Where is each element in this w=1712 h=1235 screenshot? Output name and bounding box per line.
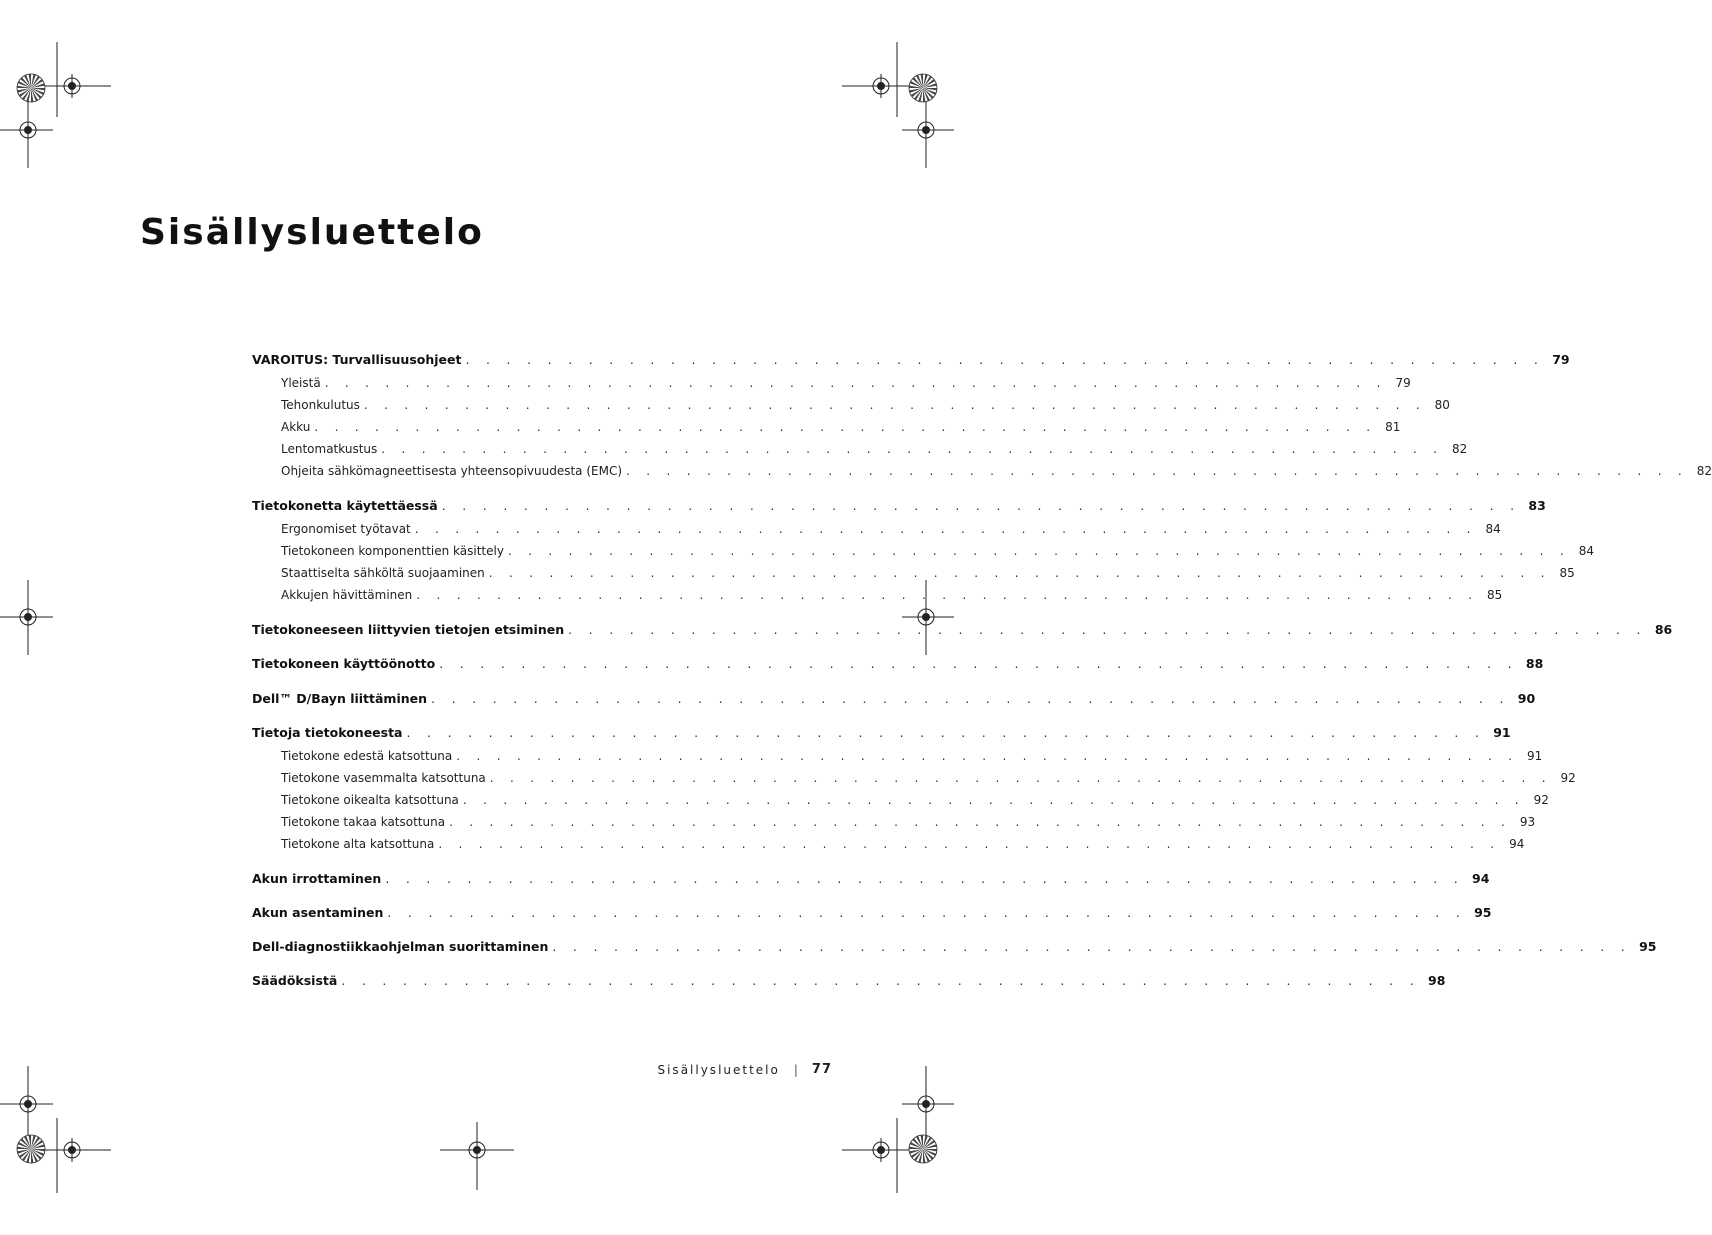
toc-entry[interactable] — [252, 871, 1490, 893]
toc-leader-dots: . . . . . . . . . . . . . . . . . . . . . . . . . . . . . . . . . . . . . . . . . . . . . . . . . . . . . — [431, 691, 1510, 706]
toc-subentry[interactable] — [252, 815, 1536, 837]
toc-entry-page: 90 — [1517, 691, 1536, 706]
registration-target-icon — [842, 42, 918, 117]
toc-entry[interactable] — [252, 498, 1546, 520]
toc-entry[interactable] — [252, 725, 1511, 747]
toc-subentry[interactable] — [252, 398, 1450, 420]
toc-entry-page: 82 — [1452, 442, 1468, 456]
toc-entry-label: Tietokone vasemmalta katsottuna — [281, 771, 486, 785]
toc-subentry[interactable] — [252, 544, 1594, 566]
toc-leader-dots: . . . . . . . . . . . . . . . . . . . . . . . . . . . . . . . . . . . . . . . . . . . . . . . . . . . . . — [414, 522, 1477, 536]
toc-entry-page: 94 — [1472, 871, 1490, 886]
toc-entry-page: 83 — [1528, 498, 1546, 513]
toc-entry-label: Akku — [281, 420, 311, 434]
toc-leader-dots: . . . . . . . . . . . . . . . . . . . . . . . . . . . . . . . . . . . . . . . . . . . . . . . . . . . . . — [387, 905, 1467, 920]
toc-subentry[interactable] — [252, 749, 1543, 771]
toc-entry[interactable] — [252, 939, 1657, 961]
toc-subentry[interactable] — [252, 588, 1503, 610]
toc-entry-label: Tietokone oikealta katsottuna — [281, 793, 459, 807]
toc-entry-label: Ohjeita sähkömagneettisesta yhteensopivuudesta (EMC) — [281, 464, 623, 478]
toc-entry-page: 85 — [1487, 588, 1503, 602]
toc-leader-dots: . . . . . . . . . . . . . . . . . . . . . . . . . . . . . . . . . . . . . . . . . . . . . . . . . . . . . — [462, 793, 1525, 807]
toc-entry-label: VAROITUS: Turvallisuusohjeet — [252, 352, 462, 367]
toc-entry-label: Säädöksistä — [252, 973, 338, 988]
toc-entry-page: 82 — [1696, 464, 1712, 478]
toc-leader-dots: . . . . . . . . . . . . . . . . . . . . . . . . . . . . . . . . . . . . . . . . . . . . . . . . . . . . . — [507, 544, 1570, 558]
toc-leader-dots: . . . . . . . . . . . . . . . . . . . . . . . . . . . . . . . . . . . . . . . . . . . . . . . . . . . . . — [324, 376, 1387, 390]
registration-target-icon — [902, 92, 954, 168]
toc-leader-dots: . . . . . . . . . . . . . . . . . . . . . . . . . . . . . . . . . . . . . . . . . . . . . . . . . . . . . — [552, 939, 1632, 954]
registration-target-icon — [0, 92, 53, 168]
toc-leader-dots: . . . . . . . . . . . . . . . . . . . . . . . . . . . . . . . . . . . . . . . . . . . . . . . . . . . . . — [439, 656, 1518, 671]
running-title: Sisällysluettelo — [657, 1062, 780, 1077]
toc-entry[interactable] — [252, 352, 1570, 374]
toc-leader-dots: . . . . . . . . . . . . . . . . . . . . . . . . . . . . . . . . . . . . . . . . . . . . . . . . . . . . . — [381, 442, 1444, 456]
toc-leader-dots: . . . . . . . . . . . . . . . . . . . . . . . . . . . . . . . . . . . . . . . . . . . . . . . . . . . . . — [449, 815, 1512, 829]
toc-entry-label: Dell™ D/Bayn liittäminen — [252, 691, 428, 706]
toc-entry-label: Yleistä — [281, 376, 321, 390]
toc-leader-dots: . . . . . . . . . . . . . . . . . . . . . . . . . . . . . . . . . . . . . . . . . . . . . . . . . . . . . — [456, 749, 1519, 763]
toc-entry-page: 79 — [1395, 376, 1411, 390]
toc-entry-page: 95 — [1474, 905, 1492, 920]
toc-subentry[interactable] — [252, 837, 1525, 859]
toc-entry-label: Tietokoneen käyttöönotto — [252, 656, 436, 671]
star-target-icon — [17, 1135, 45, 1163]
toc-subentry[interactable] — [252, 442, 1468, 464]
toc-subentry[interactable] — [252, 420, 1401, 442]
toc-leader-dots: . . . . . . . . . . . . . . . . . . . . . . . . . . . . . . . . . . . . . . . . . . . . . . . . . . . . . — [441, 498, 1521, 513]
registration-target-icon — [0, 1066, 53, 1142]
toc-subentry[interactable] — [252, 522, 1501, 544]
star-target-icon — [909, 1135, 937, 1163]
star-target-icon — [17, 74, 45, 102]
toc-entry-page: 93 — [1519, 815, 1536, 829]
toc-entry-page: 92 — [1533, 793, 1549, 807]
toc-entry-label: Tietokoneeseen liittyvien tietojen etsiminen — [252, 622, 565, 637]
toc-leader-dots: . . . . . . . . . . . . . . . . . . . . . . . . . . . . . . . . . . . . . . . . . . . . . . . . . . . . . — [416, 588, 1479, 602]
toc-entry-label: Tietokone alta katsottuna — [281, 837, 435, 851]
toc-entry-label: Tietokonetta käytettäessä — [252, 498, 438, 513]
toc-subentry[interactable] — [252, 566, 1575, 588]
toc-entry-page: 81 — [1385, 420, 1401, 434]
toc-entry-label: Ergonomiset työtavat — [281, 522, 411, 536]
toc-entry-page: 88 — [1525, 656, 1544, 671]
toc-leader-dots: . . . . . . . . . . . . . . . . . . . . . . . . . . . . . . . . . . . . . . . . . . . . . . . . . . . . . — [406, 725, 1486, 740]
toc-entry-page: 91 — [1493, 725, 1511, 740]
toc-leader-dots: . . . . . . . . . . . . . . . . . . . . . . . . . . . . . . . . . . . . . . . . . . . . . . . . . . . . . — [568, 622, 1647, 637]
toc-entry-label: Staattiselta sähköltä suojaaminen — [281, 566, 485, 580]
registration-target-icon — [842, 1118, 918, 1193]
toc-subentry[interactable] — [252, 793, 1549, 815]
toc-entry-label: Dell-diagnostiikkaohjelman suorittaminen — [252, 939, 549, 954]
toc-entry-page: 86 — [1654, 622, 1673, 637]
toc-entry-label: Tietokone takaa katsottuna — [281, 815, 446, 829]
toc-entry[interactable] — [252, 691, 1536, 713]
toc-entry-page: 95 — [1639, 939, 1657, 954]
toc-entry-page: 84 — [1578, 544, 1594, 558]
toc-entry-label: Akun irrottaminen — [252, 871, 382, 886]
toc-entry-label: Tietoja tietokoneesta — [252, 725, 403, 740]
registration-target-icon — [902, 1066, 954, 1142]
page-number: 77 — [811, 1062, 832, 1077]
toc-leader-dots: . . . . . . . . . . . . . . . . . . . . . . . . . . . . . . . . . . . . . . . . . . . . . . . . . . . . . — [385, 871, 1465, 886]
toc-entry-label: Tehonkulutus — [281, 398, 360, 412]
toc-entry-label: Akkujen hävittäminen — [281, 588, 413, 602]
page-footer — [657, 1062, 832, 1077]
toc-entry-page: 80 — [1434, 398, 1450, 412]
toc-entry-page: 85 — [1559, 566, 1575, 580]
toc-entry-label: Tietokone edestä katsottuna — [281, 749, 453, 763]
toc-entry-page: 79 — [1552, 352, 1570, 367]
toc-subentry[interactable] — [252, 376, 1411, 398]
toc-leader-dots: . . . . . . . . . . . . . . . . . . . . . . . . . . . . . . . . . . . . . . . . . . . . . . . . . . . . . — [488, 566, 1551, 580]
toc-leader-dots: . . . . . . . . . . . . . . . . . . . . . . . . . . . . . . . . . . . . . . . . . . . . . . . . . . . . . — [626, 464, 1689, 478]
toc-leader-dots: . . . . . . . . . . . . . . . . . . . . . . . . . . . . . . . . . . . . . . . . . . . . . . . . . . . . . — [341, 973, 1421, 988]
toc-leader-dots: . . . . . . . . . . . . . . . . . . . . . . . . . . . . . . . . . . . . . . . . . . . . . . . . . . . . . — [314, 420, 1377, 434]
registration-target-icon — [36, 1118, 111, 1193]
toc-entry-label: Tietokoneen komponenttien käsittely — [281, 544, 504, 558]
toc-entry[interactable] — [252, 622, 1673, 644]
toc-entry-page: 92 — [1560, 771, 1576, 785]
toc-subentry[interactable] — [252, 771, 1576, 793]
toc-entry[interactable] — [252, 973, 1446, 995]
toc-leader-dots: . . . . . . . . . . . . . . . . . . . . . . . . . . . . . . . . . . . . . . . . . . . . . . . . . . . . . — [465, 352, 1545, 367]
toc-leader-dots: . . . . . . . . . . . . . . . . . . . . . . . . . . . . . . . . . . . . . . . . . . . . . . . . . . . . . — [438, 837, 1501, 851]
registration-target-icon — [0, 580, 53, 655]
toc-leader-dots: . . . . . . . . . . . . . . . . . . . . . . . . . . . . . . . . . . . . . . . . . . . . . . . . . . . . . — [489, 771, 1552, 785]
toc-entry-label: Lentomatkustus — [281, 442, 378, 456]
footer-separator: | — [793, 1062, 798, 1077]
registration-target-icon — [440, 1122, 514, 1190]
toc-entry-label: Akun asentaminen — [252, 905, 384, 920]
toc-entry-page: 98 — [1428, 973, 1446, 988]
toc-entry-page: 94 — [1509, 837, 1525, 851]
toc-entry[interactable] — [252, 656, 1544, 678]
toc-entry[interactable] — [252, 905, 1492, 927]
toc-subentry[interactable] — [252, 464, 1712, 486]
registration-target-icon — [36, 42, 111, 117]
star-target-icon — [909, 74, 937, 102]
toc-entry-page: 84 — [1485, 522, 1501, 536]
toc-entry-page: 91 — [1527, 749, 1543, 763]
page-title: Sisällysluettelo — [140, 212, 484, 253]
toc-leader-dots: . . . . . . . . . . . . . . . . . . . . . . . . . . . . . . . . . . . . . . . . . . . . . . . . . . . . . — [363, 398, 1426, 412]
